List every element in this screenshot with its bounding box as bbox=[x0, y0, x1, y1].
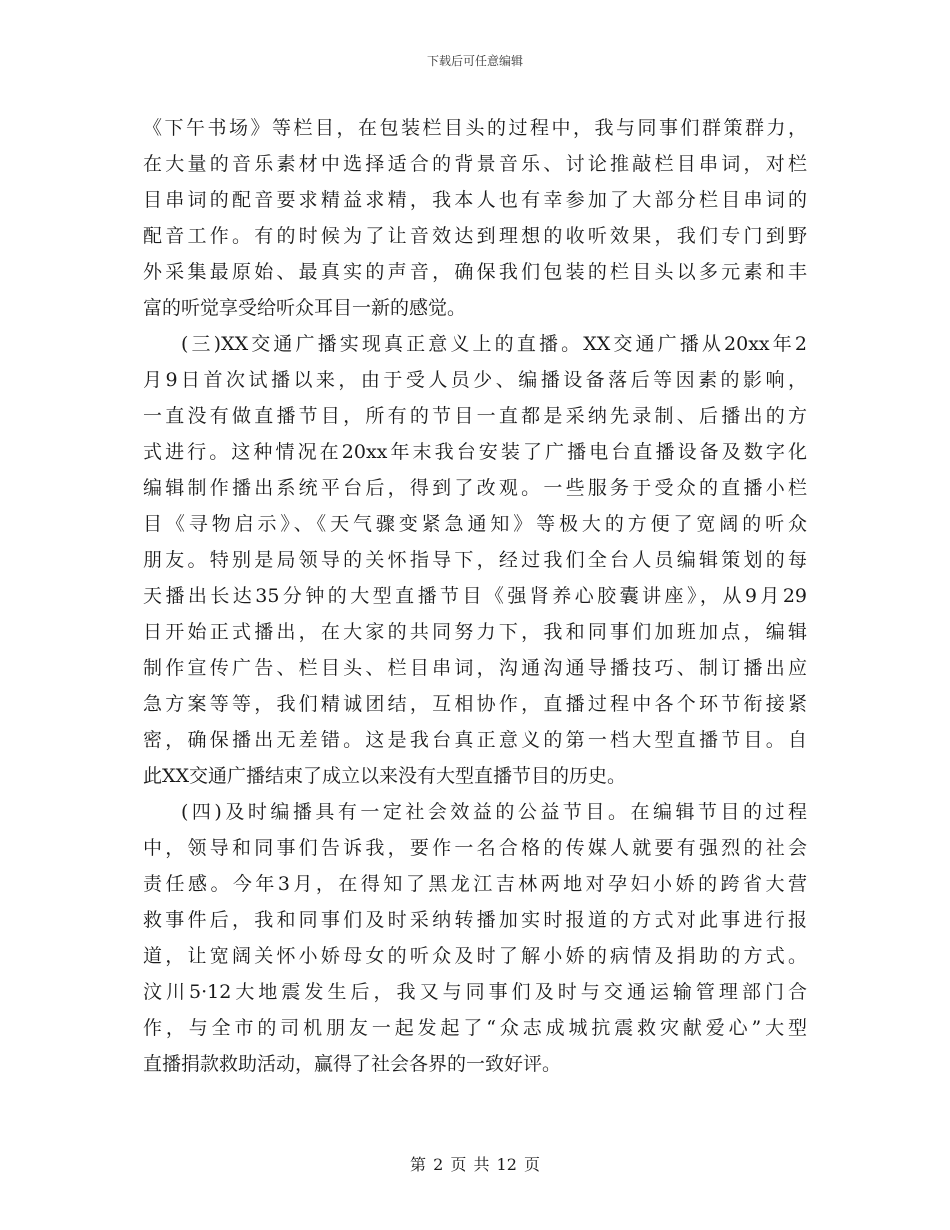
text-line: (四)及时编播具有一定社会效益的公益节目。在编辑节目的过程 bbox=[181, 801, 807, 823]
paragraph bbox=[143, 326, 807, 794]
text-line: 《下午书场》等栏目，在包装栏目头的过程中，我与同事们群策群力， bbox=[143, 117, 807, 139]
text-line: 密，确保播出无差错。这是我台真正意义的第一档大型直播节目。自 bbox=[143, 729, 807, 751]
text-line: 天播出长达35分钟的大型直播节目《强肾养心胶囊讲座》，从9月29 bbox=[143, 585, 807, 607]
document-body bbox=[143, 110, 807, 1082]
text-line: 直播捐款救助活动，赢得了社会各界的一致好评。 bbox=[143, 1053, 562, 1075]
text-line: 作，与全市的司机朋友一起发起了“众志成城抗震救灾献爱心”大型 bbox=[143, 1017, 807, 1039]
text-line: 月9日首次试播以来，由于受人员少、编播设备落后等因素的影响， bbox=[143, 369, 807, 391]
text-line: 目串词的配音要求精益求精，我本人也有幸参加了大部分栏目串词的 bbox=[143, 189, 807, 211]
text-line: 目《寻物启示》、《天气骤变紧急通知》等极大的方便了宽阔的听众 bbox=[143, 513, 807, 535]
page-header: 下载后可任意编辑 bbox=[426, 54, 523, 68]
paragraph bbox=[143, 110, 807, 326]
text-line: 外采集最原始、最真实的声音，确保我们包装的栏目头以多元素和丰 bbox=[143, 261, 807, 283]
text-line: 救事件后，我和同事们及时采纳转播加实时报道的方式对此事进行报 bbox=[143, 909, 807, 931]
text-line: 配音工作。有的时候为了让音效达到理想的收听效果，我们专门到野 bbox=[143, 225, 807, 247]
text-line: 责任感。今年3月，在得知了黑龙江吉林两地对孕妇小娇的跨省大营 bbox=[143, 873, 807, 895]
text-line: 中，领导和同事们告诉我，要作一名合格的传媒人就要有强烈的社会 bbox=[143, 837, 807, 859]
page-footer: 第 2 页 共 12 页 bbox=[410, 1155, 540, 1174]
text-line: 式进行。这种情况在20xx年末我台安装了广播电台直播设备及数字化 bbox=[143, 441, 807, 463]
text-line: 日开始正式播出，在大家的共同努力下，我和同事们加班加点，编辑 bbox=[143, 621, 807, 643]
text-line: 汶川5·12大地震发生后，我又与同事们及时与交通运输管理部门合 bbox=[143, 981, 807, 1003]
text-line: 道，让宽阔关怀小娇母女的听众及时了解小娇的病情及捐助的方式。 bbox=[143, 945, 807, 967]
text-line: (三)XX交通广播实现真正意义上的直播。XX交通广播从20xx年2 bbox=[181, 333, 807, 355]
text-line: 急方案等等，我们精诚团结，互相协作，直播过程中各个环节衔接紧 bbox=[143, 693, 807, 715]
paragraph bbox=[143, 794, 807, 1082]
text-line: 此XX交通广播结束了成立以来没有大型直播节目的历史。 bbox=[143, 765, 627, 787]
text-line: 制作宣传广告、栏目头、栏目串词，沟通沟通导播技巧、制订播出应 bbox=[143, 657, 807, 679]
text-line: 编辑制作播出系统平台后，得到了改观。一些服务于受众的直播小栏 bbox=[143, 477, 807, 499]
text-line: 在大量的音乐素材中选择适合的背景音乐、讨论推敲栏目串词，对栏 bbox=[143, 153, 807, 175]
text-line: 一直没有做直播节目，所有的节目一直都是采纳先录制、后播出的方 bbox=[143, 405, 807, 427]
text-line: 朋友。特别是局领导的关怀指导下，经过我们全台人员编辑策划的每 bbox=[143, 549, 807, 571]
text-line: 富的听觉享受给听众耳目一新的感觉。 bbox=[143, 297, 467, 319]
